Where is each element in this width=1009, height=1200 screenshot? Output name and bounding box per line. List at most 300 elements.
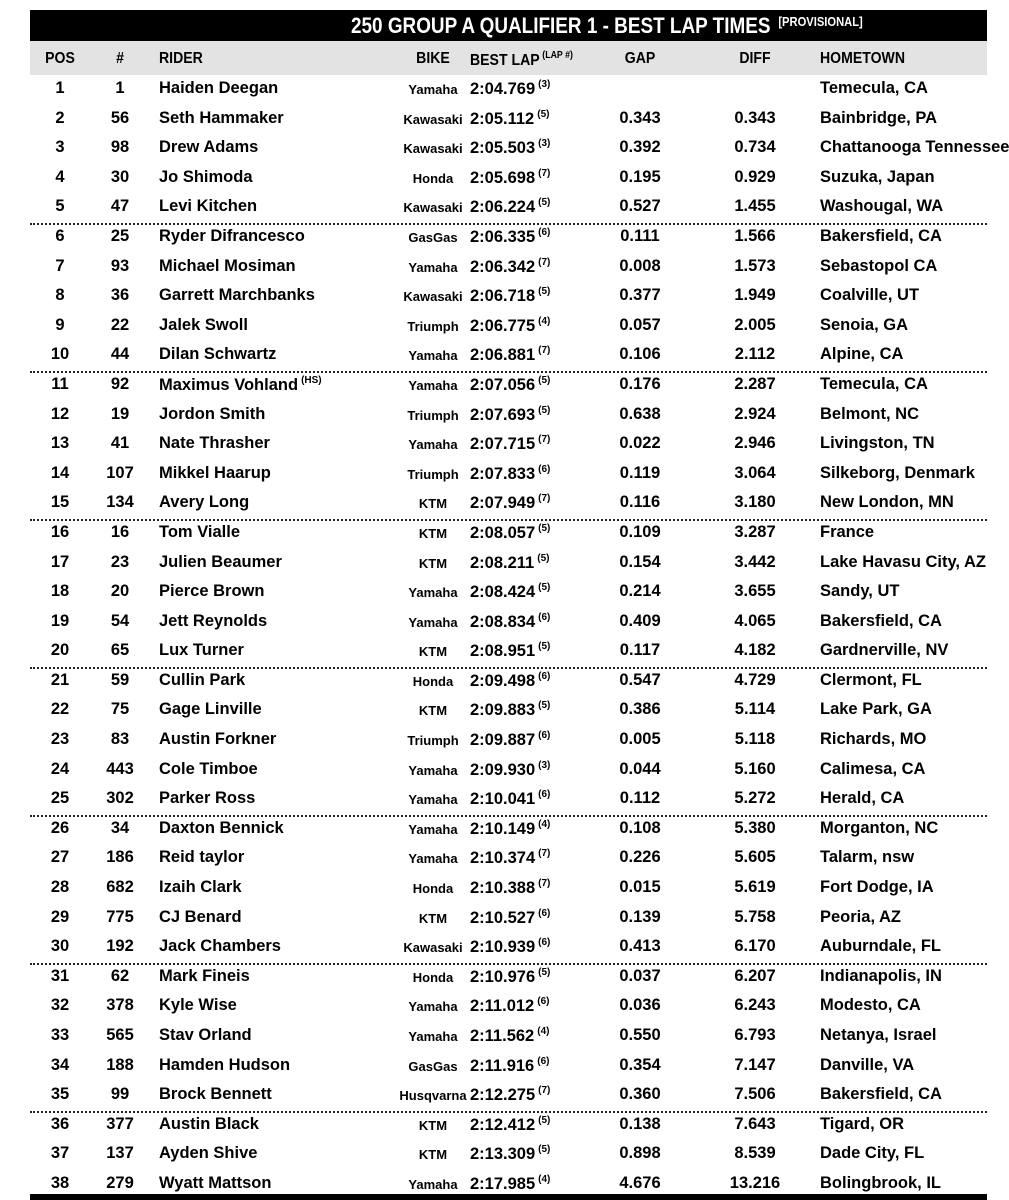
cell-hometown: Dade City, FL <box>820 1144 925 1163</box>
rider-name: Austin Black <box>159 1114 259 1133</box>
table-row <box>30 401 987 431</box>
group-divider <box>30 1111 987 1113</box>
rider-note: (HS) <box>301 374 322 386</box>
cell-number: 25 <box>110 226 130 245</box>
cell-number: 443 <box>106 759 134 778</box>
rider-name: CJ Benard <box>159 907 242 926</box>
best-lap-number: (5) <box>538 522 551 534</box>
header-best-lap-label: BEST LAP <box>470 52 540 69</box>
cell-number: 1 <box>115 79 125 97</box>
cell-gap: 0.057 <box>619 315 661 334</box>
rider-name: Cullin Park <box>159 670 246 689</box>
cell-diff: 4.182 <box>734 641 776 660</box>
best-lap-time: 2:10.374 <box>470 849 536 868</box>
cell-pos: 6 <box>55 226 65 245</box>
cell-rider <box>159 405 265 424</box>
cell-best-lap <box>470 316 550 336</box>
cell-diff: 0.929 <box>734 167 776 186</box>
cell-diff: 13.216 <box>729 1173 781 1192</box>
cell-bike: Yamaha <box>408 585 458 601</box>
cell-best-lap <box>470 79 550 99</box>
cell-diff: 5.619 <box>734 878 776 897</box>
best-lap-number: (5) <box>538 1144 551 1156</box>
cell-best-lap <box>470 819 550 839</box>
cell-hometown: Lake Park, GA <box>820 700 932 719</box>
cell-bike: Yamaha <box>408 999 458 1015</box>
rider-name: Mark Fineis <box>159 966 250 985</box>
cell-gap: 0.109 <box>619 522 661 541</box>
cell-bike: GasGas <box>408 1058 458 1074</box>
page-top-strip <box>30 0 987 10</box>
cell-gap: 0.015 <box>619 878 661 897</box>
cell-bike: Triumph <box>407 733 459 749</box>
cell-hometown: Tigard, OR <box>820 1114 905 1133</box>
table-row <box>30 1081 987 1111</box>
cell-diff: 4.729 <box>734 670 776 689</box>
cell-number: 565 <box>106 1026 134 1044</box>
best-lap-time: 2:10.976 <box>470 967 536 986</box>
table-row <box>30 489 987 519</box>
cell-hometown: Coalville, UT <box>820 286 920 305</box>
cell-best-lap <box>470 760 550 780</box>
cell-hometown: Morganton, NC <box>820 818 939 837</box>
rider-name: Drew Adams <box>159 138 259 157</box>
cell-gap: 0.154 <box>619 552 661 571</box>
best-lap-time: 2:08.834 <box>470 612 536 631</box>
best-lap-number: (5) <box>538 1114 551 1126</box>
cell-gap: 0.392 <box>619 138 661 157</box>
cell-gap: 0.413 <box>619 937 661 956</box>
cell-bike: GasGas <box>408 229 458 245</box>
cell-diff: 1.455 <box>734 197 776 216</box>
cell-gap: 0.386 <box>619 700 661 719</box>
cell-number: 377 <box>106 1114 134 1133</box>
cell-diff: 3.442 <box>734 552 776 571</box>
cell-rider <box>159 789 255 808</box>
cell-hometown: Calimesa, CA <box>820 759 926 778</box>
best-lap-time: 2:07.833 <box>470 464 536 483</box>
cell-gap: 0.550 <box>619 1026 661 1044</box>
cell-pos: 17 <box>50 552 70 571</box>
cell-gap: 0.036 <box>619 996 661 1015</box>
cell-rider <box>159 464 271 483</box>
cell-diff: 1.573 <box>734 256 776 275</box>
best-lap-time: 2:10.388 <box>470 879 536 898</box>
cell-gap: 0.195 <box>619 167 661 186</box>
cell-bike: KTM <box>418 1147 448 1163</box>
cell-hometown: Belmont, NC <box>820 404 919 423</box>
cell-number: 99 <box>110 1085 130 1104</box>
cell-number: 41 <box>110 434 130 453</box>
cell-gap: 0.898 <box>619 1144 661 1163</box>
cell-best-lap <box>470 197 550 217</box>
cell-number: 107 <box>106 463 134 482</box>
cell-bike: KTM <box>418 644 448 660</box>
cell-rider <box>159 582 264 601</box>
cell-number: 137 <box>106 1144 134 1163</box>
best-lap-number: (5) <box>538 582 551 594</box>
cell-best-lap <box>470 671 550 691</box>
cell-bike: KTM <box>418 1117 448 1133</box>
cell-rider <box>159 493 249 512</box>
cell-number: 47 <box>110 197 130 216</box>
table-row <box>30 193 987 223</box>
best-lap-time: 2:12.412 <box>470 1115 536 1134</box>
cell-pos: 32 <box>50 996 70 1015</box>
cell-gap: 0.176 <box>619 374 661 393</box>
best-lap-time: 2:11.916 <box>470 1056 535 1075</box>
cell-bike: Yamaha <box>408 377 458 393</box>
cell-hometown: Herald, CA <box>820 789 905 808</box>
best-lap-number: (7) <box>538 848 551 860</box>
cell-gap: 0.547 <box>619 670 661 689</box>
cell-pos: 16 <box>50 522 70 541</box>
table-row <box>30 371 987 401</box>
rider-name: Nate Thrasher <box>159 434 270 453</box>
cell-hometown: Peoria, AZ <box>820 907 901 926</box>
best-lap-time: 2:06.718 <box>470 287 536 306</box>
best-lap-time: 2:06.224 <box>470 198 536 217</box>
cell-pos: 33 <box>50 1026 70 1044</box>
cell-pos: 8 <box>55 286 65 305</box>
cell-best-lap <box>470 1026 549 1046</box>
rider-name: Daxton Bennick <box>159 818 284 837</box>
cell-pos: 7 <box>55 256 65 275</box>
cell-rider <box>159 1174 271 1193</box>
best-lap-number: (7) <box>538 434 551 446</box>
cell-rider <box>159 967 250 986</box>
cell-gap: 0.106 <box>619 345 661 364</box>
group-divider <box>30 815 987 817</box>
best-lap-number: (5) <box>538 197 551 209</box>
cell-best-lap <box>470 612 550 632</box>
table-row <box>30 549 987 579</box>
cell-rider <box>159 730 276 749</box>
best-lap-number: (5) <box>538 641 551 653</box>
rider-name: Stav Orland <box>159 1026 252 1044</box>
best-lap-number: (6) <box>538 463 551 475</box>
cell-number: 20 <box>110 582 130 601</box>
cell-bike: Yamaha <box>408 851 458 867</box>
table-row <box>30 223 987 253</box>
rider-name: Hamden Hudson <box>159 1055 291 1074</box>
cell-bike: Honda <box>412 969 454 985</box>
cell-hometown: Netanya, Israel <box>820 1026 937 1044</box>
cell-bike: Yamaha <box>408 437 458 453</box>
cell-rider <box>159 1056 290 1075</box>
best-lap-time: 2:12.275 <box>470 1086 536 1105</box>
cell-number: 44 <box>110 345 130 364</box>
cell-number: 192 <box>106 937 134 956</box>
cell-diff: 3.180 <box>734 493 776 512</box>
cell-number: 775 <box>106 907 134 926</box>
cell-diff: 3.655 <box>734 582 776 601</box>
cell-bike: Yamaha <box>408 821 458 837</box>
header-lap-number-label: (LAP #) <box>542 50 573 61</box>
cell-hometown: Bakersfield, CA <box>820 611 942 630</box>
cell-diff: 6.793 <box>734 1026 776 1044</box>
rider-name: Julien Beaumer <box>159 552 282 571</box>
cell-gap: 0.044 <box>619 759 661 778</box>
cell-number: 16 <box>110 522 130 541</box>
table-row <box>30 134 1009 164</box>
cell-bike: Yamaha <box>408 1029 458 1044</box>
cell-best-lap <box>470 908 550 928</box>
cell-best-lap <box>470 434 550 454</box>
rider-name: Mikkel Haarup <box>159 463 271 482</box>
best-lap-number: (5) <box>537 552 550 564</box>
cell-gap: 0.360 <box>619 1085 661 1104</box>
cell-diff: 5.118 <box>734 730 776 749</box>
cell-rider <box>159 553 282 572</box>
cell-rider <box>159 286 315 305</box>
cell-bike: Husqvarna <box>399 1088 467 1104</box>
rider-name: Ryder Difrancesco <box>159 226 305 245</box>
cell-best-lap <box>470 1085 550 1105</box>
cell-pos: 5 <box>55 197 65 216</box>
cell-bike: Yamaha <box>408 762 458 778</box>
cell-rider <box>159 138 258 157</box>
cell-best-lap <box>470 582 550 602</box>
rider-name: Haiden Deegan <box>159 79 279 97</box>
cell-rider <box>159 79 278 98</box>
table-row <box>30 1052 987 1082</box>
best-lap-number: (6) <box>538 670 551 682</box>
best-lap-time: 2:07.715 <box>470 435 536 454</box>
best-lap-number: (3) <box>538 79 551 90</box>
best-lap-time: 2:07.056 <box>470 375 536 394</box>
cell-diff: 2.112 <box>734 345 776 364</box>
cell-best-lap <box>470 464 550 484</box>
cell-number: 186 <box>106 848 134 867</box>
cell-pos: 36 <box>50 1114 70 1133</box>
cell-pos: 20 <box>50 641 70 660</box>
cell-pos: 1 <box>55 79 65 97</box>
cell-pos: 4 <box>55 167 65 186</box>
best-lap-number: (7) <box>538 345 551 357</box>
rider-name: Ayden Shive <box>159 1144 258 1163</box>
cell-best-lap <box>470 730 550 750</box>
cell-hometown: Talarm, nsw <box>820 848 915 867</box>
cell-best-lap <box>470 1144 550 1164</box>
table-row <box>30 608 987 638</box>
table-row <box>30 726 987 756</box>
cell-hometown: Bakersfield, CA <box>820 1085 942 1104</box>
cell-bike: Honda <box>412 673 454 689</box>
best-lap-number: (3) <box>538 138 551 150</box>
cell-pos: 10 <box>50 345 70 364</box>
best-lap-number: (5) <box>538 374 551 386</box>
best-lap-time: 2:17.985 <box>470 1174 536 1193</box>
cell-hometown: France <box>820 522 875 541</box>
table-row <box>30 75 987 105</box>
cell-number: 22 <box>110 315 130 334</box>
cell-bike: KTM <box>418 910 448 926</box>
table-row <box>30 1022 987 1052</box>
cell-diff: 7.643 <box>734 1114 776 1133</box>
cell-best-lap <box>470 1115 550 1135</box>
rider-name: Jack Chambers <box>159 937 281 956</box>
cell-hometown: New London, MN <box>820 493 954 512</box>
cell-diff: 7.147 <box>734 1055 776 1074</box>
rider-name: Jo Shimoda <box>159 167 253 186</box>
cell-number: 34 <box>110 818 130 837</box>
cell-diff: 0.734 <box>734 138 776 157</box>
best-lap-time: 2:13.309 <box>470 1145 536 1164</box>
header-pos: POS <box>45 50 75 67</box>
cell-diff: 3.287 <box>734 522 776 541</box>
cell-number: 92 <box>110 374 130 393</box>
cell-bike: Kawasaki <box>403 289 463 305</box>
best-lap-time: 2:09.930 <box>470 760 536 779</box>
group-divider <box>30 223 987 225</box>
cell-hometown: Suzuka, Japan <box>820 167 935 186</box>
cell-rider <box>159 227 305 246</box>
table-row <box>30 430 987 460</box>
table-row <box>30 312 987 342</box>
cell-rider <box>159 848 244 867</box>
cell-diff: 5.272 <box>734 789 776 808</box>
cell-gap: 0.112 <box>619 789 661 808</box>
header-best-lap <box>470 50 573 70</box>
cell-best-lap <box>470 937 550 957</box>
cell-number: 65 <box>110 641 130 660</box>
cell-pos: 9 <box>55 315 65 334</box>
cell-diff: 5.758 <box>734 907 776 926</box>
best-lap-number: (4) <box>537 1026 550 1037</box>
cell-number: 188 <box>106 1055 134 1074</box>
cell-number: 56 <box>110 108 130 127</box>
table-row <box>30 992 987 1022</box>
cell-best-lap <box>470 227 550 247</box>
group-divider <box>30 667 987 669</box>
best-lap-number: (4) <box>538 1173 551 1185</box>
best-lap-number: (6) <box>538 789 551 801</box>
cell-number: 54 <box>110 611 130 630</box>
cell-hometown: Gardnerville, NV <box>820 641 949 660</box>
cell-pos: 37 <box>50 1144 70 1163</box>
rider-name: Pierce Brown <box>159 582 265 601</box>
cell-hometown: Danville, VA <box>820 1055 915 1074</box>
cell-pos: 23 <box>50 730 70 749</box>
cell-gap: 0.008 <box>619 256 661 275</box>
cell-pos: 19 <box>50 611 70 630</box>
best-lap-time: 2:08.951 <box>470 642 536 661</box>
cell-rider <box>159 168 253 187</box>
cell-pos: 26 <box>50 818 70 837</box>
rider-name: Gage Linville <box>159 700 262 719</box>
cell-diff: 5.114 <box>734 700 776 719</box>
cell-pos: 30 <box>50 937 70 956</box>
cell-bike: Honda <box>412 170 454 186</box>
cell-best-lap <box>470 967 550 987</box>
cell-rider <box>159 197 257 216</box>
cell-bike: Yamaha <box>408 348 458 364</box>
cell-rider <box>159 375 322 395</box>
cell-diff: 2.287 <box>734 374 776 393</box>
cell-bike: Kawasaki <box>403 111 463 127</box>
cell-bike: Triumph <box>407 466 459 482</box>
best-lap-time: 2:10.149 <box>470 819 536 838</box>
cell-gap: 0.111 <box>620 226 660 245</box>
best-lap-number: (6) <box>537 996 550 1008</box>
best-lap-number: (5) <box>538 700 551 712</box>
cell-hometown: Temecula, CA <box>820 79 928 97</box>
rider-name: Kyle Wise <box>159 996 237 1015</box>
cell-rider <box>159 612 267 631</box>
table-row <box>30 164 987 194</box>
cell-rider <box>159 109 284 128</box>
cell-number: 59 <box>110 670 130 689</box>
table-row <box>30 815 987 845</box>
cell-gap: 0.037 <box>619 966 661 985</box>
cell-hometown: Temecula, CA <box>820 374 928 393</box>
cell-bike: Yamaha <box>408 82 458 97</box>
cell-bike: KTM <box>418 703 448 719</box>
cell-diff: 0.343 <box>734 108 776 127</box>
cell-rider <box>159 257 296 276</box>
rider-name: Reid taylor <box>159 848 245 867</box>
cell-number: 93 <box>110 256 130 275</box>
group-divider <box>30 963 987 965</box>
header-rider: RIDER <box>159 50 203 67</box>
best-lap-number: (4) <box>538 315 551 327</box>
cell-diff: 2.946 <box>734 434 776 453</box>
table-row <box>30 460 987 490</box>
group-divider <box>30 371 987 373</box>
cell-hometown: Indianapolis, IN <box>820 966 942 985</box>
header-hometown: HOMETOWN <box>820 50 906 67</box>
table-row <box>30 1140 987 1170</box>
cell-diff: 6.170 <box>734 937 776 956</box>
cell-gap: 0.139 <box>619 907 661 926</box>
cell-gap: 0.117 <box>619 641 661 660</box>
cell-number: 134 <box>106 493 134 512</box>
cell-bike: Kawasaki <box>403 940 463 956</box>
cell-diff: 3.064 <box>734 463 776 482</box>
rider-name: Izaih Clark <box>159 878 242 897</box>
cell-rider <box>159 1115 259 1134</box>
rider-name: Parker Ross <box>159 789 256 808</box>
best-lap-number: (6) <box>537 1055 550 1067</box>
cell-gap: 0.226 <box>619 848 661 867</box>
cell-gap: 4.676 <box>619 1173 661 1192</box>
cell-number: 682 <box>106 878 134 897</box>
rider-name: Lux Turner <box>159 641 244 660</box>
cell-pos: 2 <box>55 108 65 127</box>
cell-best-lap <box>470 405 550 425</box>
cell-bike: Honda <box>412 881 454 897</box>
cell-diff: 7.506 <box>734 1085 776 1104</box>
cell-rider <box>159 641 244 660</box>
cell-best-lap <box>470 523 550 543</box>
best-lap-time: 2:05.112 <box>470 109 535 128</box>
table-row <box>30 756 987 786</box>
table-row <box>30 904 987 934</box>
cell-number: 23 <box>110 552 130 571</box>
cell-diff: 2.005 <box>734 315 776 334</box>
best-lap-time: 2:07.949 <box>470 494 536 513</box>
cell-gap: 0.108 <box>619 818 661 837</box>
cell-hometown: Senoia, GA <box>820 315 909 334</box>
cell-hometown: Bolingbrook, IL <box>820 1173 941 1192</box>
best-lap-time: 2:08.211 <box>470 553 535 572</box>
cell-hometown: Livingston, TN <box>820 434 935 453</box>
cell-bike: Triumph <box>407 318 459 334</box>
header-gap: GAP <box>624 50 656 67</box>
cell-best-lap <box>470 641 550 661</box>
table-row <box>30 105 987 135</box>
